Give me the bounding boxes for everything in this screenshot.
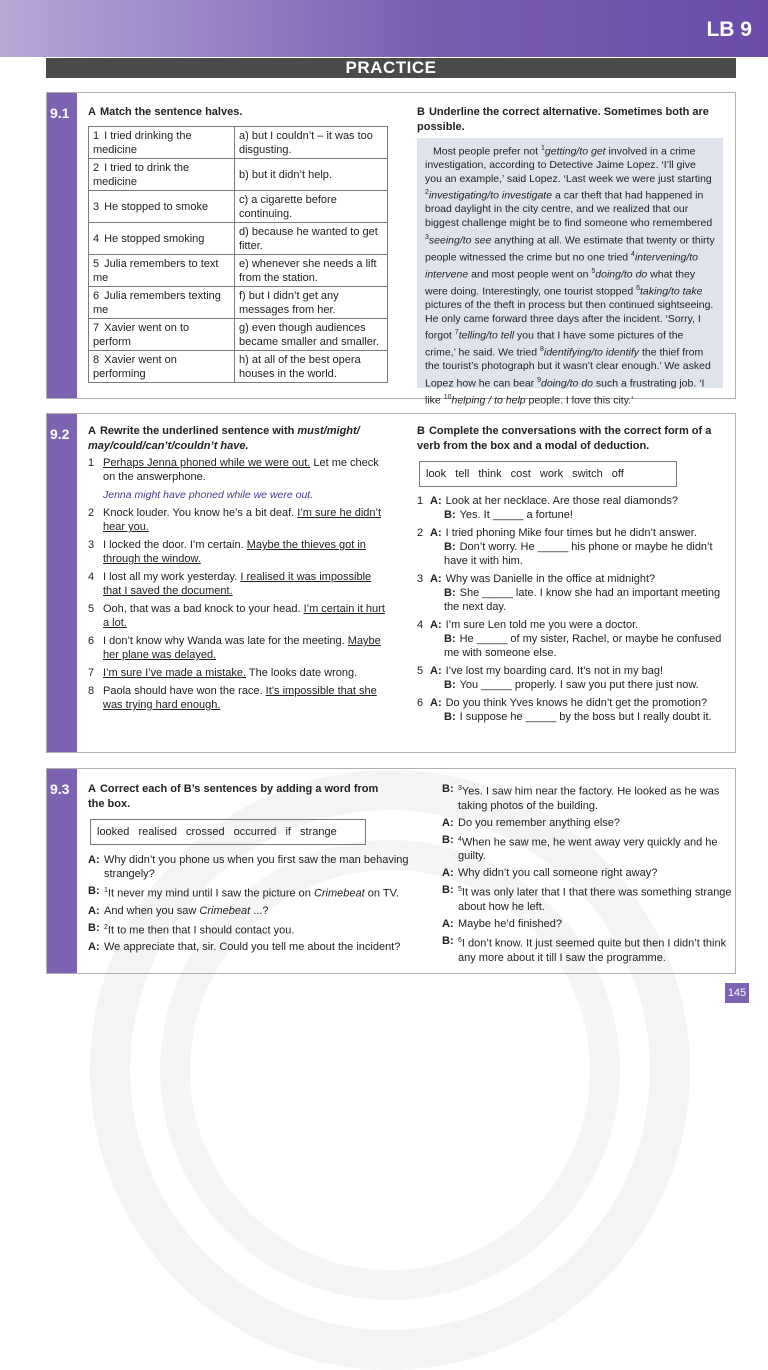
right-half-cell: f) but I didn’t get any messages from her.	[235, 287, 388, 319]
speaker-label: B:	[88, 921, 100, 934]
dialogue-text: Yes. I saw him near the factory. He looked as he was taking photos of the building.	[458, 785, 720, 812]
speaker-b: B:	[444, 587, 456, 599]
conversation-item	[417, 494, 727, 522]
item-number: 3	[93, 200, 100, 213]
item-number: 1	[417, 495, 424, 507]
line-a	[430, 572, 727, 586]
sentence-text: I locked the door. I’m certain.	[103, 539, 247, 551]
item-number: 1	[88, 457, 95, 469]
line-a-text: Do you think Yves knows he didn’t get the promotion?	[445, 697, 708, 709]
dialogue-line	[442, 782, 732, 813]
gap-number: 9	[537, 376, 541, 384]
speaker-label: A:	[442, 917, 454, 930]
speaker-label: A:	[88, 854, 100, 866]
right-half-cell: e) whenever she needs a lift from the station.	[235, 255, 388, 287]
exercise-b-heading	[417, 105, 727, 135]
dialogue-text: We appreciate that, sir. Could you tell me about the incident?	[104, 941, 401, 954]
alternative-choice: intervening/to intervene	[425, 251, 698, 281]
table-row	[89, 351, 388, 383]
right-half-cell: b) but it didn’t help.	[235, 159, 388, 191]
sentence-text: Paola should have won the race.	[103, 685, 266, 697]
item-number: 5	[88, 603, 95, 615]
exercise-a-heading	[88, 424, 388, 454]
passage-text: the thief from the tourist’s photograph but it wasn’t clear enough.’ We asked Lopez how he can bear	[425, 346, 711, 390]
line-a-text: I’ve lost my boarding card. It’s not in my bag!	[445, 665, 664, 677]
right-half-cell: g) even though audiences became smaller and smaller.	[235, 319, 388, 351]
top-banner	[0, 0, 768, 57]
right-half-cell: c) a cigarette before continuing.	[235, 191, 388, 223]
section-tab	[47, 769, 77, 973]
line-number: 5	[458, 886, 462, 894]
right-half-cell: a) but I couldn’t – it was too disgusting.	[235, 127, 388, 159]
line-a	[430, 526, 727, 540]
dialogue-text: When he saw me, he went away very quickly and he guilty.	[458, 836, 718, 863]
alternative-choice: getting/to get	[544, 145, 606, 158]
alternative-choice: investigating/to investigate	[428, 189, 553, 202]
table-row	[89, 191, 388, 223]
programme-title: Crimebeat	[199, 904, 251, 917]
left-half-cell	[89, 191, 235, 223]
passage-text: involved in a crime investigation, according to Detective Jaime Lopez. ‘I’ll give you an example,’ said Lopez. ‘Last week we were just starting	[425, 145, 712, 185]
speaker-b: B:	[444, 679, 456, 691]
rewrite-item	[88, 602, 388, 630]
item-number: 7	[93, 321, 100, 334]
left-half-cell	[89, 255, 235, 287]
left-half-text: Xavier went on performing	[93, 353, 177, 380]
section-tab	[47, 414, 77, 752]
gap-number: 3	[425, 233, 429, 241]
underlined-sentence: Maybe the thieves got in through the window.	[103, 539, 366, 565]
underlined-sentence: Maybe her plane was delayed.	[103, 635, 381, 661]
example-answer: Jenna might have phoned while we were out.	[103, 489, 314, 501]
rewrite-list	[88, 456, 388, 716]
alternative-choice: doing/to do	[541, 377, 593, 390]
line-b	[430, 678, 727, 692]
gap-number: 2	[425, 189, 429, 197]
dialogue-line	[88, 904, 413, 918]
rewrite-item	[88, 570, 388, 598]
table-row	[89, 287, 388, 319]
line-number: 1	[104, 887, 108, 894]
line-number: 2	[104, 923, 108, 931]
item-number: 2	[93, 161, 100, 174]
passage-text: a car theft that had happened in broad daylight in the city centre, and we realized that our biggest challenge might be to find someone who remembered	[425, 189, 713, 229]
left-half-cell	[89, 223, 235, 255]
item-number: 6	[93, 289, 100, 302]
section-9-2	[46, 413, 736, 753]
speaker-b: B:	[444, 541, 456, 553]
speaker-label: B:	[88, 885, 100, 897]
section-9-3	[46, 768, 736, 974]
gap-number: 4	[631, 250, 635, 258]
speaker-a: A:	[430, 495, 442, 507]
table-row	[89, 223, 388, 255]
table-row	[89, 319, 388, 351]
left-half-cell	[89, 319, 235, 351]
line-a-text: Why was Danielle in the office at midnight?	[445, 573, 656, 585]
line-b-text: He _____ of my sister, Rachel, or maybe he confused me with someone else.	[444, 633, 722, 659]
dialogue-line	[88, 940, 413, 954]
line-b	[430, 710, 727, 724]
speaker-label: A:	[442, 867, 454, 880]
item-number: 7	[88, 667, 95, 679]
passage-text: you that I have some pictures of the crime,’ he said. We tried	[425, 329, 684, 359]
item-number: 2	[88, 507, 95, 519]
passage-text: what they were doing. Interestingly, one tourist stopped	[425, 268, 696, 298]
gap-number: 1	[540, 145, 545, 152]
speaker-a: A:	[430, 697, 442, 709]
line-b	[430, 632, 727, 660]
sentence-text: The looks date wrong.	[246, 667, 358, 679]
speaker-label: A:	[442, 816, 454, 829]
speaker-a: A:	[430, 573, 442, 585]
dialogue-text: on TV.	[364, 887, 399, 900]
programme-title: Crimebeat	[313, 887, 365, 900]
gap-number: 5	[591, 267, 596, 275]
passage-text: pictures of the theft in process but then continued sightseeing. He only came forward three days after the incident. ‘Sorry, I forgot	[425, 298, 714, 342]
alternative-choice: taking/to take	[640, 285, 703, 298]
line-a-text: I’m sure Len told me you were a doctor.	[445, 619, 639, 631]
rewrite-item	[88, 666, 388, 680]
item-number: 1	[93, 129, 100, 142]
left-half-cell	[89, 127, 235, 159]
exercise-instruction: Underline the correct alternative. Sometimes both are possible.	[417, 106, 709, 133]
line-a	[430, 618, 727, 632]
sentence-text: Knock louder. You know he’s a bit deaf.	[103, 507, 298, 519]
table-row	[89, 159, 388, 191]
speaker-label: A:	[88, 941, 100, 954]
line-b	[430, 508, 727, 522]
exercise-a-heading	[88, 782, 388, 812]
passage-text: and most people went on	[468, 268, 592, 281]
line-a	[430, 494, 727, 508]
underlined-sentence: I’m certain it hurt a lot.	[103, 603, 385, 629]
speaker-label: A:	[88, 904, 100, 917]
dialogue-line	[88, 921, 413, 938]
line-a	[430, 696, 727, 710]
item-number: 3	[88, 539, 95, 551]
left-half-text: He stopped smoking	[104, 232, 205, 245]
exercise-instruction: Match the sentence halves.	[99, 106, 243, 118]
item-number: 5	[417, 665, 424, 677]
exercise-letter: A	[88, 106, 96, 118]
page-number: 145	[725, 983, 749, 1003]
exercise-letter: B	[417, 106, 425, 118]
lesson-badge: LB 9	[706, 18, 752, 41]
conversation-item	[417, 618, 727, 660]
section-number: 9.1	[50, 105, 70, 121]
dialogue-line	[442, 833, 732, 864]
speaker-a: A:	[430, 665, 442, 677]
exercise-letter: B	[417, 425, 425, 437]
dialogue-line	[442, 934, 732, 965]
left-half-cell	[89, 287, 235, 319]
item-number: 8	[93, 353, 100, 366]
item-number: 3	[417, 573, 424, 585]
left-half-text: Julia remembers texting me	[93, 289, 221, 316]
conversation-item	[417, 696, 727, 724]
left-half-text: Julia remembers to text me	[93, 257, 219, 284]
match-table	[88, 126, 388, 383]
line-b	[430, 540, 727, 568]
item-number: 4	[93, 232, 100, 245]
dialogue-line	[442, 917, 732, 931]
dialogue-line	[442, 816, 732, 830]
match-table-wrap	[88, 126, 388, 383]
conversation-item	[417, 526, 727, 568]
dialogue-text: It was only later that I that there was something strange about how he left.	[458, 886, 732, 913]
item-number: 5	[93, 257, 100, 270]
dialogue-text: Why didn’t you call someone right away?	[458, 867, 658, 880]
speaker-label: B:	[442, 783, 454, 795]
gap-number: 6	[636, 284, 641, 292]
speaker-b: B:	[444, 711, 456, 723]
sentence-text: I lost all my work yesterday.	[103, 571, 241, 583]
dialogue-line	[88, 884, 413, 901]
alternative-choice: identifying/to identify	[543, 346, 640, 359]
exercise-a-heading	[88, 105, 242, 120]
gap-number: 8	[539, 346, 544, 354]
line-b	[430, 586, 727, 614]
dialogue-left	[88, 853, 413, 957]
speaker-label: B:	[442, 934, 454, 947]
table-row	[89, 255, 388, 287]
line-b-text: I suppose he _____ by the boss but I really doubt it.	[459, 711, 712, 723]
conversation-item	[417, 664, 727, 692]
underlined-sentence: I realised it was impossible that I saved the document.	[103, 571, 372, 597]
line-number: 4	[458, 835, 462, 843]
conversation-item	[417, 572, 727, 614]
exercise-letter: A	[88, 425, 96, 437]
speaker-label: B:	[442, 884, 454, 897]
rewrite-item	[88, 456, 388, 484]
gap-number: 10	[443, 394, 452, 401]
exercise-b-heading	[417, 424, 727, 454]
alternative-choice: telling/to tell	[458, 329, 515, 342]
line-a-text: Look at her necklace. Are those real diamonds?	[445, 495, 678, 507]
underlined-sentence: I’m sure he didn’t hear you.	[103, 507, 382, 533]
dialogue-text: It never my mind until I saw the picture on	[107, 887, 314, 900]
left-half-text: He stopped to smoke	[104, 200, 209, 213]
left-half-text: I tried drinking the medicine	[93, 129, 192, 156]
underlined-sentence: It’s impossible that she was trying hard enough.	[103, 685, 377, 711]
dialogue-text: And when you saw	[104, 904, 200, 917]
alternative-choice: seeing/to see	[428, 234, 492, 247]
section-9-1	[46, 92, 736, 407]
rewrite-item	[88, 684, 388, 712]
section-number: 9.3	[50, 781, 70, 797]
gap-number: 7	[454, 329, 459, 337]
left-half-text: Xavier went on to perform	[93, 321, 190, 348]
passage-text: such a frustrating job. ‘I like	[425, 377, 705, 407]
dialogue-text: Maybe he’d finished?	[458, 917, 562, 930]
line-a	[430, 664, 727, 678]
item-number: 4	[417, 619, 424, 631]
line-b-text: You _____ properly. I saw you put there just now.	[459, 679, 699, 691]
exercise-letter: A	[88, 783, 96, 795]
dialogue-line	[88, 853, 413, 881]
section-number: 9.2	[50, 426, 70, 442]
line-number: 6	[458, 936, 462, 944]
speaker-a: A:	[430, 527, 442, 539]
rewrite-item	[88, 634, 388, 662]
dialogue-right	[442, 782, 732, 968]
sentence-text: Ooh, that was a bad knock to your head.	[103, 603, 304, 615]
item-number: 8	[88, 685, 95, 697]
line-b-text: Yes. It _____ a fortune!	[459, 509, 573, 521]
line-a-text: I tried phoning Mike four times but he didn’t answer.	[445, 527, 697, 539]
passage-text: anything at all. We estimate that twenty or thirty people witnessed the crime but no one tried	[425, 234, 715, 264]
speaker-a: A:	[430, 619, 442, 631]
line-number: 3	[458, 785, 462, 792]
speaker-b: B:	[444, 633, 456, 645]
speaker-b: B:	[444, 509, 456, 521]
verb-box: look tell think cost work switch off	[419, 461, 677, 487]
dialogue-text: ...?	[250, 904, 269, 917]
item-number: 6	[417, 697, 424, 709]
exercise-instruction: Complete the conversations with the correct form of a verb from the box and a modal of deduction.	[417, 425, 712, 452]
right-half-cell: h) at all of the best opera houses in the world.	[235, 351, 388, 383]
underlined-sentence: Perhaps Jenna phoned while we were out.	[103, 457, 311, 469]
alternative-choice: doing/to do	[595, 268, 648, 281]
dialogue-text: It to me then that I should contact you.	[107, 924, 295, 937]
item-number: 2	[417, 527, 424, 539]
dialogue-text: I don’t know. It just seemed quite but then I didn’t think any more about it till I saw the programme.	[458, 937, 727, 964]
sentence-text: I don’t know why Wanda was late for the meeting.	[103, 635, 348, 647]
left-half-cell	[89, 351, 235, 383]
sentence-text: Let me check on the answerphone.	[103, 457, 379, 483]
exercise-instruction: Rewrite the underlined sentence with	[99, 425, 298, 437]
item-number: 6	[88, 635, 95, 647]
word-box: looked realised crossed occurred if strange	[90, 819, 366, 845]
section-tab	[47, 93, 77, 398]
line-b-text: She _____ late. I know she had an important meeting the next day.	[444, 587, 721, 613]
reading-passage	[417, 138, 723, 407]
exercise-instruction: Correct each of B’s sentences by adding a word from the box.	[88, 783, 379, 810]
dialogue-text: Why didn’t you phone us when you first saw the man behaving strangely?	[104, 854, 409, 880]
left-half-text: I tried to drink the medicine	[93, 161, 190, 188]
table-row	[89, 127, 388, 159]
dialogue-line	[442, 866, 732, 880]
practice-heading: PRACTICE	[46, 58, 736, 78]
passage-text: Most people prefer not	[433, 145, 541, 158]
underlined-sentence: I’m sure I’ve made a mistake.	[103, 667, 247, 679]
rewrite-item	[88, 506, 388, 534]
speaker-label: B:	[442, 833, 454, 846]
passage-text: people. I love this city.’	[525, 394, 634, 407]
dialogue-line	[442, 883, 732, 914]
line-b-text: Don’t worry. He _____ his phone or maybe he didn’t have it with him.	[444, 541, 713, 567]
exercise-instruction-modals: must/might/ may/could/can’t/couldn’t have.	[88, 425, 360, 452]
item-number: 4	[88, 571, 95, 583]
dialogue-text: Do you remember anything else?	[458, 816, 621, 829]
conversation-list	[417, 494, 727, 728]
left-half-cell	[89, 159, 235, 191]
rewrite-item	[88, 538, 388, 566]
right-half-cell: d) because he wanted to get fitter.	[235, 223, 388, 255]
alternative-choice: helping / to help	[451, 394, 526, 407]
